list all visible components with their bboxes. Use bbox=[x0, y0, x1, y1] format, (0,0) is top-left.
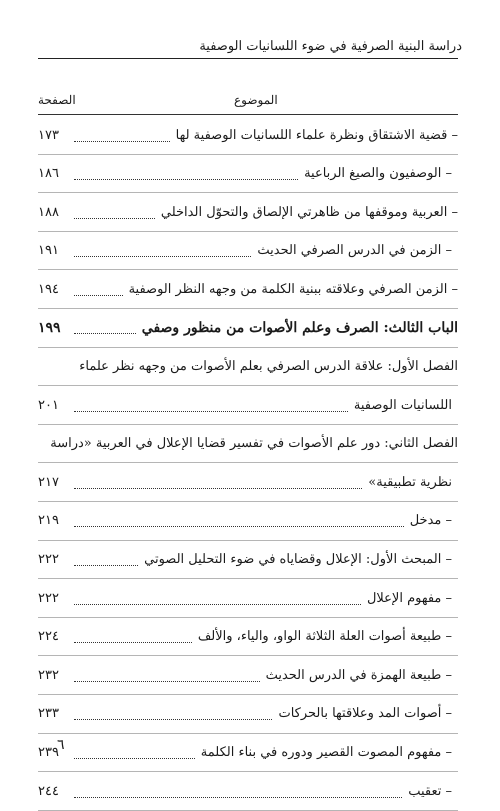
toc-entry-page: ١٩٩ bbox=[38, 319, 61, 336]
toc-entry bbox=[38, 425, 458, 464]
toc-entry bbox=[38, 656, 458, 695]
toc-entry-page: ٢١٧ bbox=[38, 474, 59, 490]
toc-entry-title: – أصوات المد وعلاقتها بالحركات bbox=[278, 706, 452, 722]
toc-entry-title: – الزمن الصرفي وعلاقته ببنية الكلمة من وجهه النظر الوصفية bbox=[128, 281, 458, 297]
topic-column-header: الموضوع bbox=[234, 93, 278, 107]
toc-entry-page: ٢٣٩ bbox=[38, 745, 59, 760]
toc-entry-page: ٢١٩ bbox=[38, 513, 59, 529]
toc-entry-page: ١٩٤ bbox=[38, 281, 59, 297]
page-column-header: الصفحة bbox=[38, 93, 76, 107]
toc-entry-page: ٢٣٣ bbox=[38, 706, 59, 722]
toc-entry bbox=[38, 232, 458, 271]
toc-entry bbox=[38, 695, 458, 734]
toc-entry bbox=[38, 579, 458, 618]
toc-entry-page: ١٧٣ bbox=[38, 127, 59, 143]
dot-leader bbox=[74, 321, 136, 334]
toc-entry bbox=[38, 155, 458, 194]
toc-entry-title: – الزمن في الدرس الصرفي الحديث bbox=[257, 243, 452, 259]
toc-entry bbox=[38, 463, 458, 502]
toc-entry-page: ٢٠١ bbox=[38, 397, 59, 413]
toc-entry-title: – طبيعة الهمزة في الدرس الحديث bbox=[265, 667, 452, 683]
toc-entry-page: ١٨٨ bbox=[38, 204, 59, 220]
toc-entry-title: – مدخل bbox=[409, 513, 452, 529]
dot-leader bbox=[74, 746, 195, 759]
toc-entry-page: ٢٣٢ bbox=[38, 667, 59, 683]
toc-entry-page: ٢٢٤ bbox=[38, 629, 59, 645]
toc-entry bbox=[38, 270, 458, 309]
page-number: ٦ bbox=[57, 737, 65, 753]
toc-list bbox=[38, 116, 458, 811]
toc-entry bbox=[38, 193, 458, 232]
toc-entry-title: الفصل الثاني: دور علم الأصوات في تفسير قضايا الإعلال في العربية «دراسة bbox=[50, 436, 458, 452]
dot-leader bbox=[74, 206, 155, 219]
toc-entry bbox=[38, 772, 458, 811]
toc-entry-title: – قضية الاشتقاق ونظرة علماء اللسانيات الوصفية لها bbox=[175, 127, 458, 143]
toc-entry bbox=[38, 116, 458, 155]
toc-entry bbox=[38, 386, 458, 425]
toc-entry bbox=[38, 541, 458, 580]
toc-entry-title: – المبحث الأول: الإعلال وقضاياه في ضوء التحليل الصوتي bbox=[144, 552, 452, 568]
column-header-divider bbox=[38, 114, 458, 115]
dot-leader bbox=[74, 167, 298, 180]
dot-leader bbox=[74, 129, 170, 142]
toc-entry-title: نظرية تطبيقية» bbox=[368, 474, 452, 490]
toc-entry-page: ٢٢٢ bbox=[38, 590, 59, 606]
dot-leader bbox=[74, 244, 251, 257]
toc-entry-title: – مفهوم الإعلال bbox=[366, 590, 452, 606]
toc-entry-title: – العربية وموقفها من ظاهرتي الإلصاق والتحوّل الداخلي bbox=[160, 204, 458, 220]
toc-entry bbox=[38, 734, 458, 773]
dot-leader bbox=[74, 630, 192, 643]
toc-entry-page: ١٨٦ bbox=[38, 166, 59, 182]
toc-entry-title: اللسانيات الوصفية bbox=[353, 397, 452, 413]
toc-entry-title: – تعقيب bbox=[408, 783, 452, 799]
dot-leader bbox=[74, 399, 348, 412]
toc-part-heading bbox=[38, 309, 458, 348]
toc-entry-title: – الوصفيون والصيغ الرباعية bbox=[304, 166, 452, 182]
toc-entry-page: ٢٤٤ bbox=[38, 783, 59, 799]
toc-entry-title: – مفهوم المصوت القصير ودوره في بناء الكلمة bbox=[200, 745, 452, 760]
dot-leader bbox=[74, 592, 361, 605]
toc-entry bbox=[38, 502, 458, 541]
dot-leader bbox=[74, 476, 362, 489]
toc-entry-page: ٢٢٢ bbox=[38, 552, 59, 568]
dot-leader bbox=[74, 707, 272, 720]
dot-leader bbox=[74, 669, 260, 682]
toc-entry-title: الباب الثالث: الصرف وعلم الأصوات من منظور وصفي bbox=[141, 319, 458, 336]
toc-entry bbox=[38, 618, 458, 657]
dot-leader bbox=[74, 553, 138, 566]
running-head: دراسة البنية الصرفية في ضوء اللسانيات الوصفية bbox=[199, 39, 462, 54]
dot-leader bbox=[74, 283, 123, 296]
header-divider bbox=[38, 58, 458, 59]
dot-leader bbox=[74, 514, 404, 527]
dot-leader bbox=[74, 785, 402, 798]
toc-entry bbox=[38, 348, 458, 387]
toc-entry-title: – طبيعة أصوات العلة الثلاثة الواو، والياء، والألف bbox=[197, 629, 452, 645]
toc-entry-title: الفصل الأول: علاقة الدرس الصرفي بعلم الأصوات من وجهه نظر علماء bbox=[79, 359, 458, 375]
toc-entry-page: ١٩١ bbox=[38, 243, 59, 259]
